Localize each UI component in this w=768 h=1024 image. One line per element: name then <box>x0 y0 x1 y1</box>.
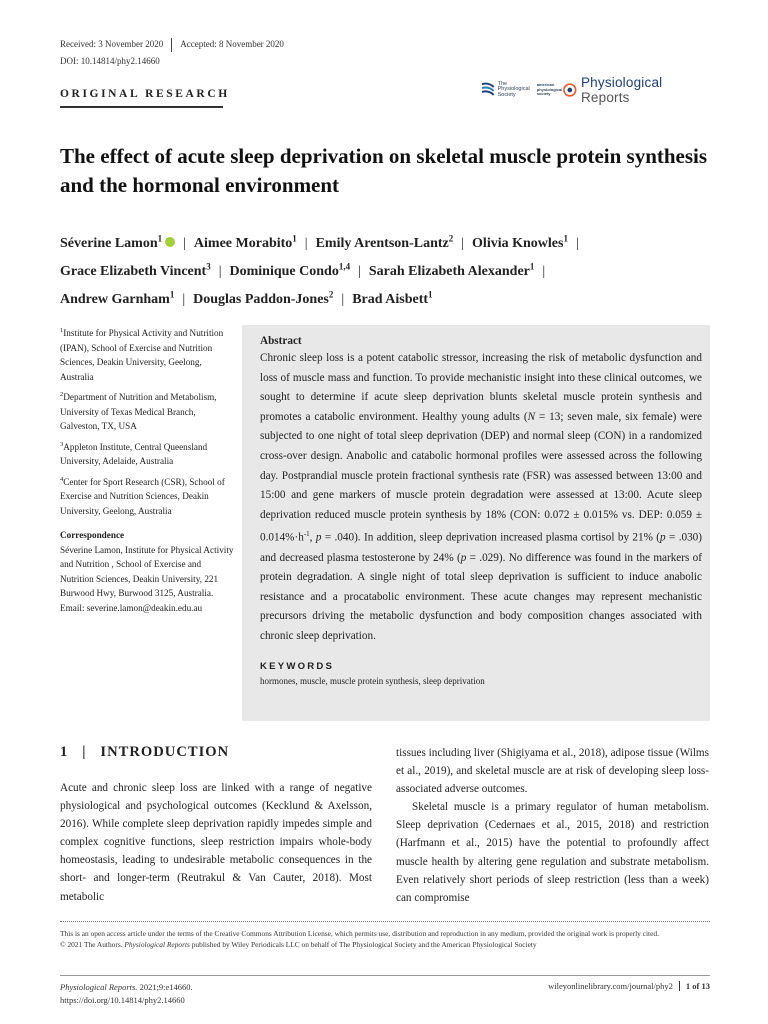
affiliations-column <box>60 324 236 615</box>
date-separator <box>171 38 172 52</box>
author[interactable]: Aimee Morabito$^1$ <box>193 233 297 251</box>
author[interactable]: Séverine Lamon$^1$ <box>60 236 175 251</box>
affiliation: $^2$Department of Nutrition and Metabolism, University of Texas Medical Branch, Galveston, TX, USA <box>60 391 217 432</box>
publisher-logos <box>480 75 712 105</box>
affiliation: $^1$Institute for Physical Activity and Nutrition (IPAN), School of Exercise and Nutrition Sciences, Deakin University, Geelong, Australia <box>60 327 224 382</box>
section-label: ORIGINAL RESEARCH <box>60 88 230 100</box>
physiological-society-logo-text: The Physiological Society <box>497 80 530 98</box>
footer-divider <box>60 921 710 922</box>
author[interactable]: Olivia Knowles$^1$ <box>472 233 568 251</box>
correspondence-email[interactable]: Email: severine.lamon@deakin.edu.au <box>60 602 203 613</box>
citation-line: Physiological Reports. 2021;9:e14660. <box>60 982 193 992</box>
body-column-left <box>60 779 372 906</box>
abstract-box <box>242 325 710 721</box>
keywords-heading: KEYWORDS <box>260 660 335 672</box>
intro-paragraph: Acute and chronic sleep loss are linked with a range of negative physiological and psychological outcomes (Kecklund & Axelsson, 2016). While complete sleep deprivation rapidly impedes simple and complex cognitive functions, sleep restriction impairs whole-body homeostasis, leading to undesirable metabolic consequences in the short- and longer-term (Reutrakul & Van Cauter, 2018). Most metabolic <box>60 782 372 903</box>
author[interactable]: Emily Arentson-Lantz$^2$ <box>315 233 454 251</box>
physiological-society-logo-icon <box>480 81 496 99</box>
received-date: Received: 3 November 2020 <box>60 39 164 50</box>
journal-name: Physiological Reports <box>580 75 663 105</box>
affiliation: $^4$Center for Sport Research (CSR), School of Exercise and Nutrition Sciences, Deakin University, Geelong, Australia <box>60 475 225 516</box>
footer-rule <box>60 975 710 976</box>
section-rule <box>60 106 223 108</box>
body-column-right <box>396 744 709 907</box>
physiological-reports-logo-icon <box>562 82 578 98</box>
article-dates <box>60 38 284 52</box>
license-text: This is an open access article under the terms of the Creative Commons Attribution License, which permits use, distribution and reproduction in any medium, provided the original work is properly cited. <box>60 929 659 938</box>
article-title: The effect of acute sleep deprivation on skeletal muscle protein synthesis and the hormonal environment <box>60 144 708 197</box>
author[interactable]: Grace Elizabeth Vincent$^3$ <box>60 261 211 279</box>
keywords-text: hormones, muscle, muscle protein synthesis, sleep deprivation <box>260 675 485 686</box>
orcid-icon[interactable] <box>165 237 175 247</box>
journal-site-link[interactable]: wileyonlinelibrary.com/journal/phy2 <box>548 981 673 991</box>
article-doi[interactable]: DOI: 10.14814/phy2.14660 <box>60 56 160 66</box>
correspondence-heading: Correspondence <box>60 530 125 541</box>
aps-logo-text: american physiological society <box>536 82 563 97</box>
citation-info <box>60 981 193 1006</box>
page-number: 1 of 13 <box>679 981 710 991</box>
license-notice <box>60 928 710 950</box>
footer-right <box>495 981 710 991</box>
intro-paragraph-continued: tissues including liver (Shigiyama et al., 2018), adipose tissue (Wilms et al., 2019), and skeletal muscle are at risk of developing sleep loss-associated adverse outcomes. <box>396 747 709 796</box>
author[interactable]: Douglas Paddon-Jones$^2$ <box>193 289 334 307</box>
copyright-text: © 2021 The Authors. Physiological Reports published by Wiley Periodicals LLC on behalf of The Physiological Society and the American Physiological Society <box>60 940 537 949</box>
abstract-heading: Abstract <box>260 335 302 347</box>
intro-paragraph: Skeletal muscle is a primary regulator of human metabolism. Sleep deprivation (Cedernaes et al., 2015, 2018) and restriction (Harfmann et al., 2015) have the potential to profoundly affect muscle health by altering gene regulation and substrate metabolism. Even relatively short periods of sleep restriction (less than a week) can compromise <box>396 801 709 904</box>
correspondence-text: Séverine Lamon, Institute for Physical Activity and Nutrition , School of Exercise and Nutrition Sciences, Deakin University, 221 Burwood Hwy, Burwood 3125, Australia. <box>60 544 234 599</box>
accepted-date: Accepted: 8 November 2020 <box>180 39 284 50</box>
author[interactable]: Brad Aisbett$^1$ <box>352 289 433 307</box>
introduction-heading: 1 | INTRODUCTION <box>60 744 230 760</box>
author[interactable]: Sarah Elizabeth Alexander$^1$ <box>368 261 535 279</box>
doi-link[interactable]: https://doi.org/10.14814/phy2.14660 <box>60 994 185 1005</box>
author[interactable]: Dominique Condo$^{1,4}$ <box>229 261 351 279</box>
author-list: Séverine Lamon$^1$ | Aimee Morabito$^1$ | Emily Arentson-Lantz$^2$ | Olivia Knowles$^1$ | Grace Elizabeth Vincent$^3$ | Dominique Condo$^{1,4}$ | Sarah Elizabeth Alexander$^1$ | Andrew Garnham$^1$ | Douglas Paddon-Jones$^2$ | Brad Aisbett$^1$ <box>60 233 579 307</box>
affiliation: $^3$Appleton Institute, Central Queensland University, Adelaide, Australia <box>60 440 208 467</box>
author[interactable]: Andrew Garnham$^1$ <box>60 289 175 307</box>
abstract-text: Chronic sleep loss is a potent catabolic stressor, increasing the risk of metabolic dysfunction and loss of muscle mass and function. To provide mechanistic insight into these clinical outcomes, we sought to determine if acute sleep deprivation blunts skeletal muscle protein synthesis and promotes a catabolic environment. Healthy young adults (N = 13; seven male, six female) were subjected to one night of total sleep deprivation (DEP) and normal sleep (CON) in a randomized cross-over design. Anabolic and catabolic hormonal profiles were assessed across the following day. Postprandial muscle protein fractional synthesis rate (FSR) was assessed between 13:00 and 15:00 and gene markers of muscle protein degradation were assessed at 13:00. Acute sleep deprivation reduced muscle protein synthesis by 18% (CON: 0.072 ± 0.015% vs. DEP: $0.059 \pm 0.014\%\cdot h^{-1}$, p = .040). In addition, sleep deprivation increased plasma cortisol by 21% (p = .030) and decreased plasma testosterone by 24% (p = .029). No difference was found in the markers of protein degradation. A single night of total sleep deprivation is sufficient to induce anabolic resistance and a procatabolic environment. These acute changes may represent mechanistic precursors driving the metabolic dysfunction and body composition changes associated with chronic sleep deprivation. <box>260 352 702 643</box>
